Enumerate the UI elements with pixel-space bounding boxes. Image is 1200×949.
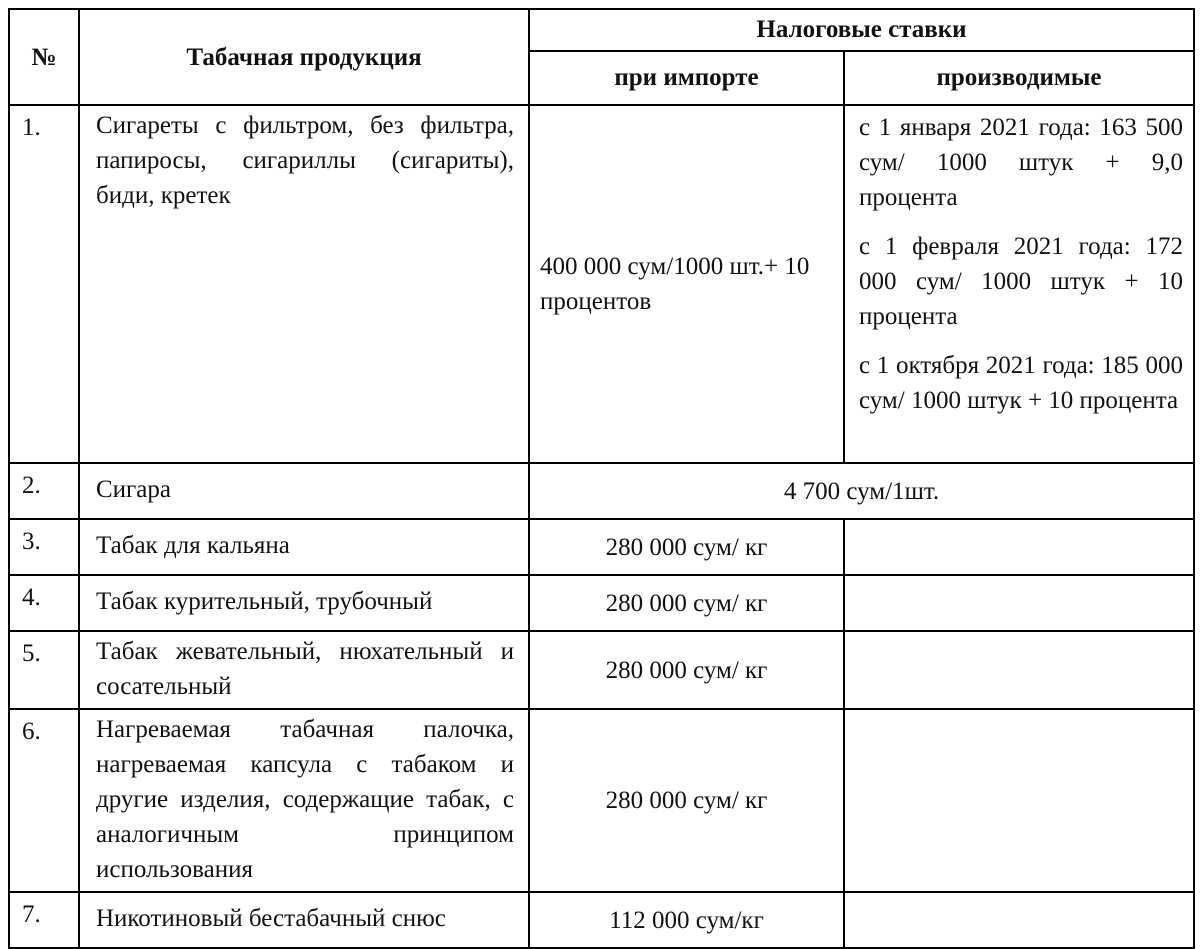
row-produced-rate <box>844 575 1194 631</box>
row-number: 4. <box>9 575 79 631</box>
tax-rates-table <box>8 8 1195 949</box>
table-row <box>9 892 1194 948</box>
row-number: 2. <box>9 463 79 519</box>
row-produced-rate <box>844 519 1194 575</box>
table-row <box>9 709 1194 892</box>
table-row <box>9 575 1194 631</box>
header-tax-rates: Налоговые ставки <box>529 9 1194 51</box>
row-product: Табак жевательный, нюхательный и сосательный <box>79 631 529 709</box>
row-product: Сигара <box>79 463 529 519</box>
produced-rate-period: с 1 февраля 2021 года: 172 000 сум/ 1000 штук + 10 процента <box>859 233 1183 330</box>
row-number: 3. <box>9 519 79 575</box>
row-import-rate: 112 000 сум/кг <box>529 892 844 948</box>
table-row <box>9 631 1194 709</box>
row-import-rate: 400 000 сум/1000 шт.+ 10 процентов <box>529 105 844 463</box>
row-number: 7. <box>9 892 79 948</box>
row-import-rate: 280 000 сум/ кг <box>529 519 844 575</box>
header-import: при импорте <box>529 51 844 105</box>
produced-rate-period: с 1 октября 2021 года: 185 000 сум/ 1000 штук + 10 процента <box>859 352 1183 414</box>
row-product: Табак курительный, трубочный <box>79 575 529 631</box>
table-row <box>9 463 1194 519</box>
row-number: 1. <box>9 105 79 463</box>
row-produced-rate <box>844 631 1194 709</box>
row-import-rate: 280 000 сум/ кг <box>529 709 844 892</box>
row-product: Нагреваемая табачная палочка, нагреваемая капсула с табаком и другие изделия, содержащие табак, с аналогичным принципом использования <box>79 709 529 892</box>
row-product: Табак для кальяна <box>79 519 529 575</box>
row-produced-rate <box>844 892 1194 948</box>
row-produced-rate <box>844 105 1194 463</box>
row-produced-rate <box>844 709 1194 892</box>
row-number: 5. <box>9 631 79 709</box>
row-number: 6. <box>9 709 79 892</box>
row-import-rate: 280 000 сум/ кг <box>529 631 844 709</box>
row-combined-rate: 4 700 сум/1шт. <box>529 463 1194 519</box>
row-product: Никотиновый бестабачный снюс <box>79 892 529 948</box>
table-row <box>9 105 1194 463</box>
header-produced: производимые <box>844 51 1194 105</box>
header-product: Табачная продукция <box>79 9 529 105</box>
row-import-rate: 280 000 сум/ кг <box>529 575 844 631</box>
table-row <box>9 519 1194 575</box>
row-product: Сигареты с фильтром, без фильтра, папиросы, сигариллы (сигариты), биди, кретек <box>79 105 529 463</box>
produced-rate-period: с 1 января 2021 года: 163 500 сум/ 1000 штук + 9,0 процента <box>859 114 1183 211</box>
header-number: № <box>9 9 79 105</box>
